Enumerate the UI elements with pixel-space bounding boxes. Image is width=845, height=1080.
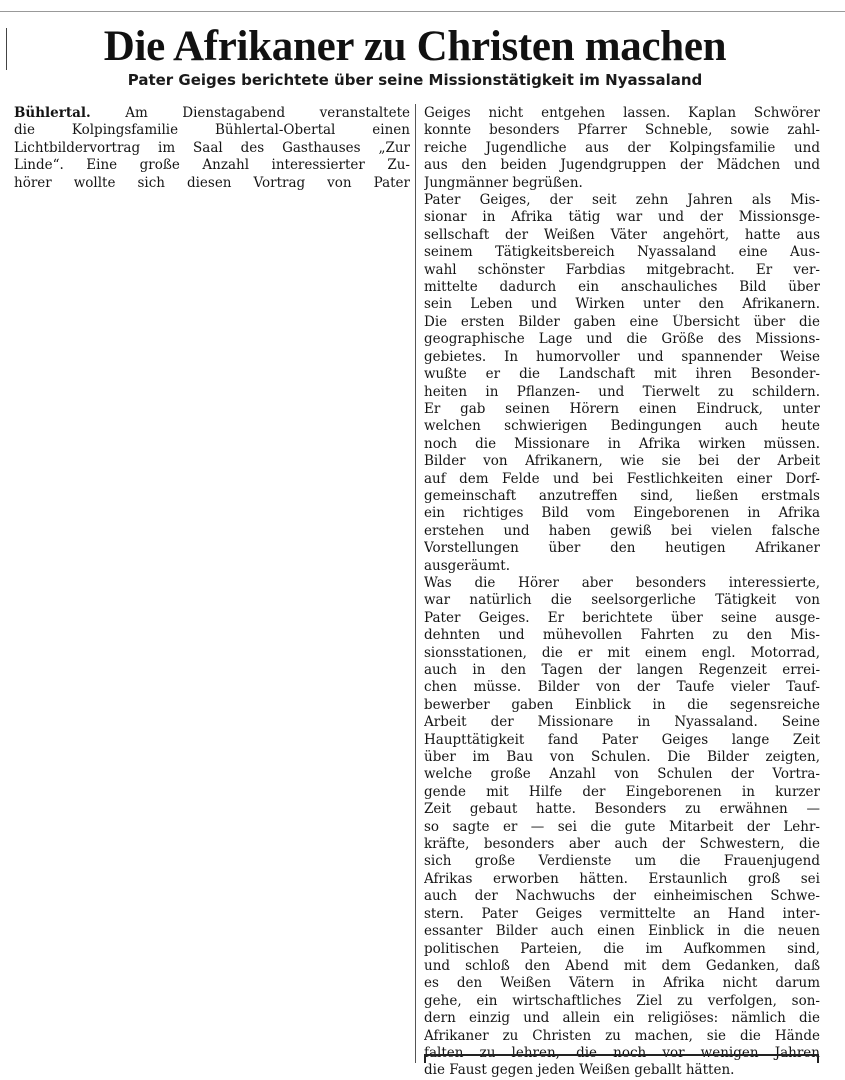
text-line: erstehen und haben gewiß bei vielen falsche [424, 522, 820, 539]
text-line: gende mit Hilfe der Eingeborenen in kurzer [424, 783, 820, 800]
text-line: konnte besonders Pfarrer Schneble, sowie zahl- [424, 122, 820, 139]
text-line: sionsstationen, die er mit einem engl. Motorrad, [424, 644, 820, 661]
text-line: reiche Jugendliche aus der Kolpingsfamilie und [424, 139, 820, 156]
text-line: Bilder von Afrikanern, wie sie bei der Arbeit [424, 453, 820, 470]
text-line: welche große Anzahl von Schulen der Vortra- [424, 766, 820, 783]
text-line: falten zu lehren, die noch vor wenigen Jahren [424, 1044, 820, 1061]
text-line: Afrikaner zu Christen zu machen, sie die Hände [424, 1027, 820, 1044]
text-line: Vorstellungen über den heutigen Afrikaner [424, 540, 820, 557]
text-line: gebietes. In humorvoller und spannender Weise [424, 348, 820, 365]
article-column-2 [424, 105, 820, 1080]
text-line: auch in den Tagen der langen Regenzeit errei- [424, 662, 820, 678]
text-line: Afrikas erworben hätten. Erstaunlich groß sei [424, 870, 820, 887]
text-line: sionar in Afrika tätig war und der Missionsge- [424, 209, 820, 226]
text-line: Zeit gebaut hatte. Besonders zu erwähnen — [424, 801, 820, 818]
article-column-1 [14, 105, 410, 192]
text-line: mittelte dadurch ein anschauliches Bild über [424, 279, 820, 296]
text-line: Arbeit der Missionare in Nyassaland. Seine [424, 714, 820, 731]
text-line: politischen Parteien, die im Aufkommen sind, [424, 940, 820, 957]
column-divider [415, 104, 416, 1063]
text-line: hörer wollte sich diesen Vortrag von Pater [14, 174, 410, 191]
text-line: noch die Missionare in Afrika wirken müssen. [424, 435, 820, 452]
text-line: dehnten und mühevollen Fahrten zu den Mis- [424, 627, 820, 644]
text-line: Jungmänner begrüßen. [424, 174, 583, 191]
text-line: ausgeräumt. [424, 557, 511, 574]
text-line: dern einzig und allein ein religiöses: nämlich die [424, 1010, 820, 1027]
text-line: und schloß den Abend mit dem Gedanken, daß [424, 957, 820, 974]
text-line: geographische Lage und die Größe des Missions- [424, 331, 820, 348]
text-line: stern. Pater Geiges vermittelte an Hand inter- [424, 905, 820, 922]
text-line: Die ersten Bilder gaben eine Übersicht über die [424, 313, 820, 330]
text-line: gehe, ein wirtschaftliches Ziel zu verfolgen, son- [424, 992, 820, 1009]
text-line: gemeinschaft anzutreffen sind, ließen erstmals [424, 487, 820, 504]
text-line: bewerber gaben Einblick in die segensreiche [424, 696, 820, 713]
text-line: Pater Geiges. Er berichtete über seine ausge- [424, 609, 820, 626]
dateline: Bühlertal. [14, 105, 91, 121]
text-line: chen müsse. Bilder von der Taufe vieler Tauf- [424, 679, 820, 696]
text-line: sein Leben und Wirken unter den Afrikanern. [424, 296, 820, 313]
text-line: sich große Verdienste um die Frauenjugend [424, 853, 820, 870]
text-line: Er gab seinen Hörern einen Eindruck, unter [424, 400, 820, 417]
text-line: sellschaft der Weißen Väter angehört, hatte aus [424, 226, 820, 243]
text-line: Pater Geiges, der seit zehn Jahren als Mis- [424, 192, 820, 209]
text-line-content: Am Dienstagabend veranstaltete [90, 105, 410, 121]
text-line: Geiges nicht entgehen lassen. Kaplan Schwörer [424, 105, 820, 121]
text-line: wußte er die Landschaft mit ihren Besonder- [424, 366, 820, 383]
text-line: die Kolpingsfamilie Bühlertal-Obertal einen [14, 122, 410, 139]
text-line: seinem Tätigkeitsbereich Nyassaland eine Aus- [424, 244, 820, 261]
text-line: Was die Hörer aber besonders interessierte, [424, 574, 820, 591]
text-line: aus den beiden Jugendgruppen der Mädchen und [424, 157, 820, 174]
article-subheadline: Pater Geiges berichtete über seine Missionstätigkeit im Nyassaland [127, 71, 703, 89]
text-line [14, 105, 410, 122]
text-line: über im Bau von Schulen. Die Bilder zeigten, [424, 749, 820, 766]
text-line: ein richtiges Bild vom Eingeborenen in Afrika [424, 505, 820, 522]
text-line: Haupttätigkeit fand Pater Geiges lange Zeit [424, 731, 820, 748]
text-line: kräfte, besonders aber auch der Schwestern, die [424, 836, 820, 853]
next-article-box [424, 1054, 819, 1063]
text-line: heiten in Pflanzen- und Tierwelt zu schildern. [424, 383, 820, 400]
text-line: auch der Nachwuchs der einheimischen Schwe- [424, 888, 820, 905]
top-rule [0, 11, 845, 12]
text-line: war natürlich die seelsorgerliche Tätigkeit von [424, 592, 820, 609]
text-line: so sagte er — sei die gute Mitarbeit der Lehr- [424, 818, 820, 835]
text-line: Linde“. Eine große Anzahl interessierter Zu- [14, 157, 410, 174]
article-headline: Die Afrikaner zu Christen machen [103, 23, 727, 70]
text-line: die Faust gegen jeden Weißen geballt hätten. [424, 1062, 735, 1079]
text-line: es den Weißen Vätern in Afrika nicht darum [424, 975, 820, 992]
text-line: essanter Bilder auch einen Einblick in die neuen [424, 923, 820, 940]
text-line: welchen schwierigen Bedingungen auch heute [424, 418, 820, 435]
text-line: wahl schönster Farbdias mitgebracht. Er ver- [424, 261, 820, 278]
text-line: Lichtbildervortrag im Saal des Gasthauses „Zur [14, 139, 410, 156]
text-line: auf dem Felde und bei Festlichkeiten einer Dorf- [424, 470, 820, 487]
